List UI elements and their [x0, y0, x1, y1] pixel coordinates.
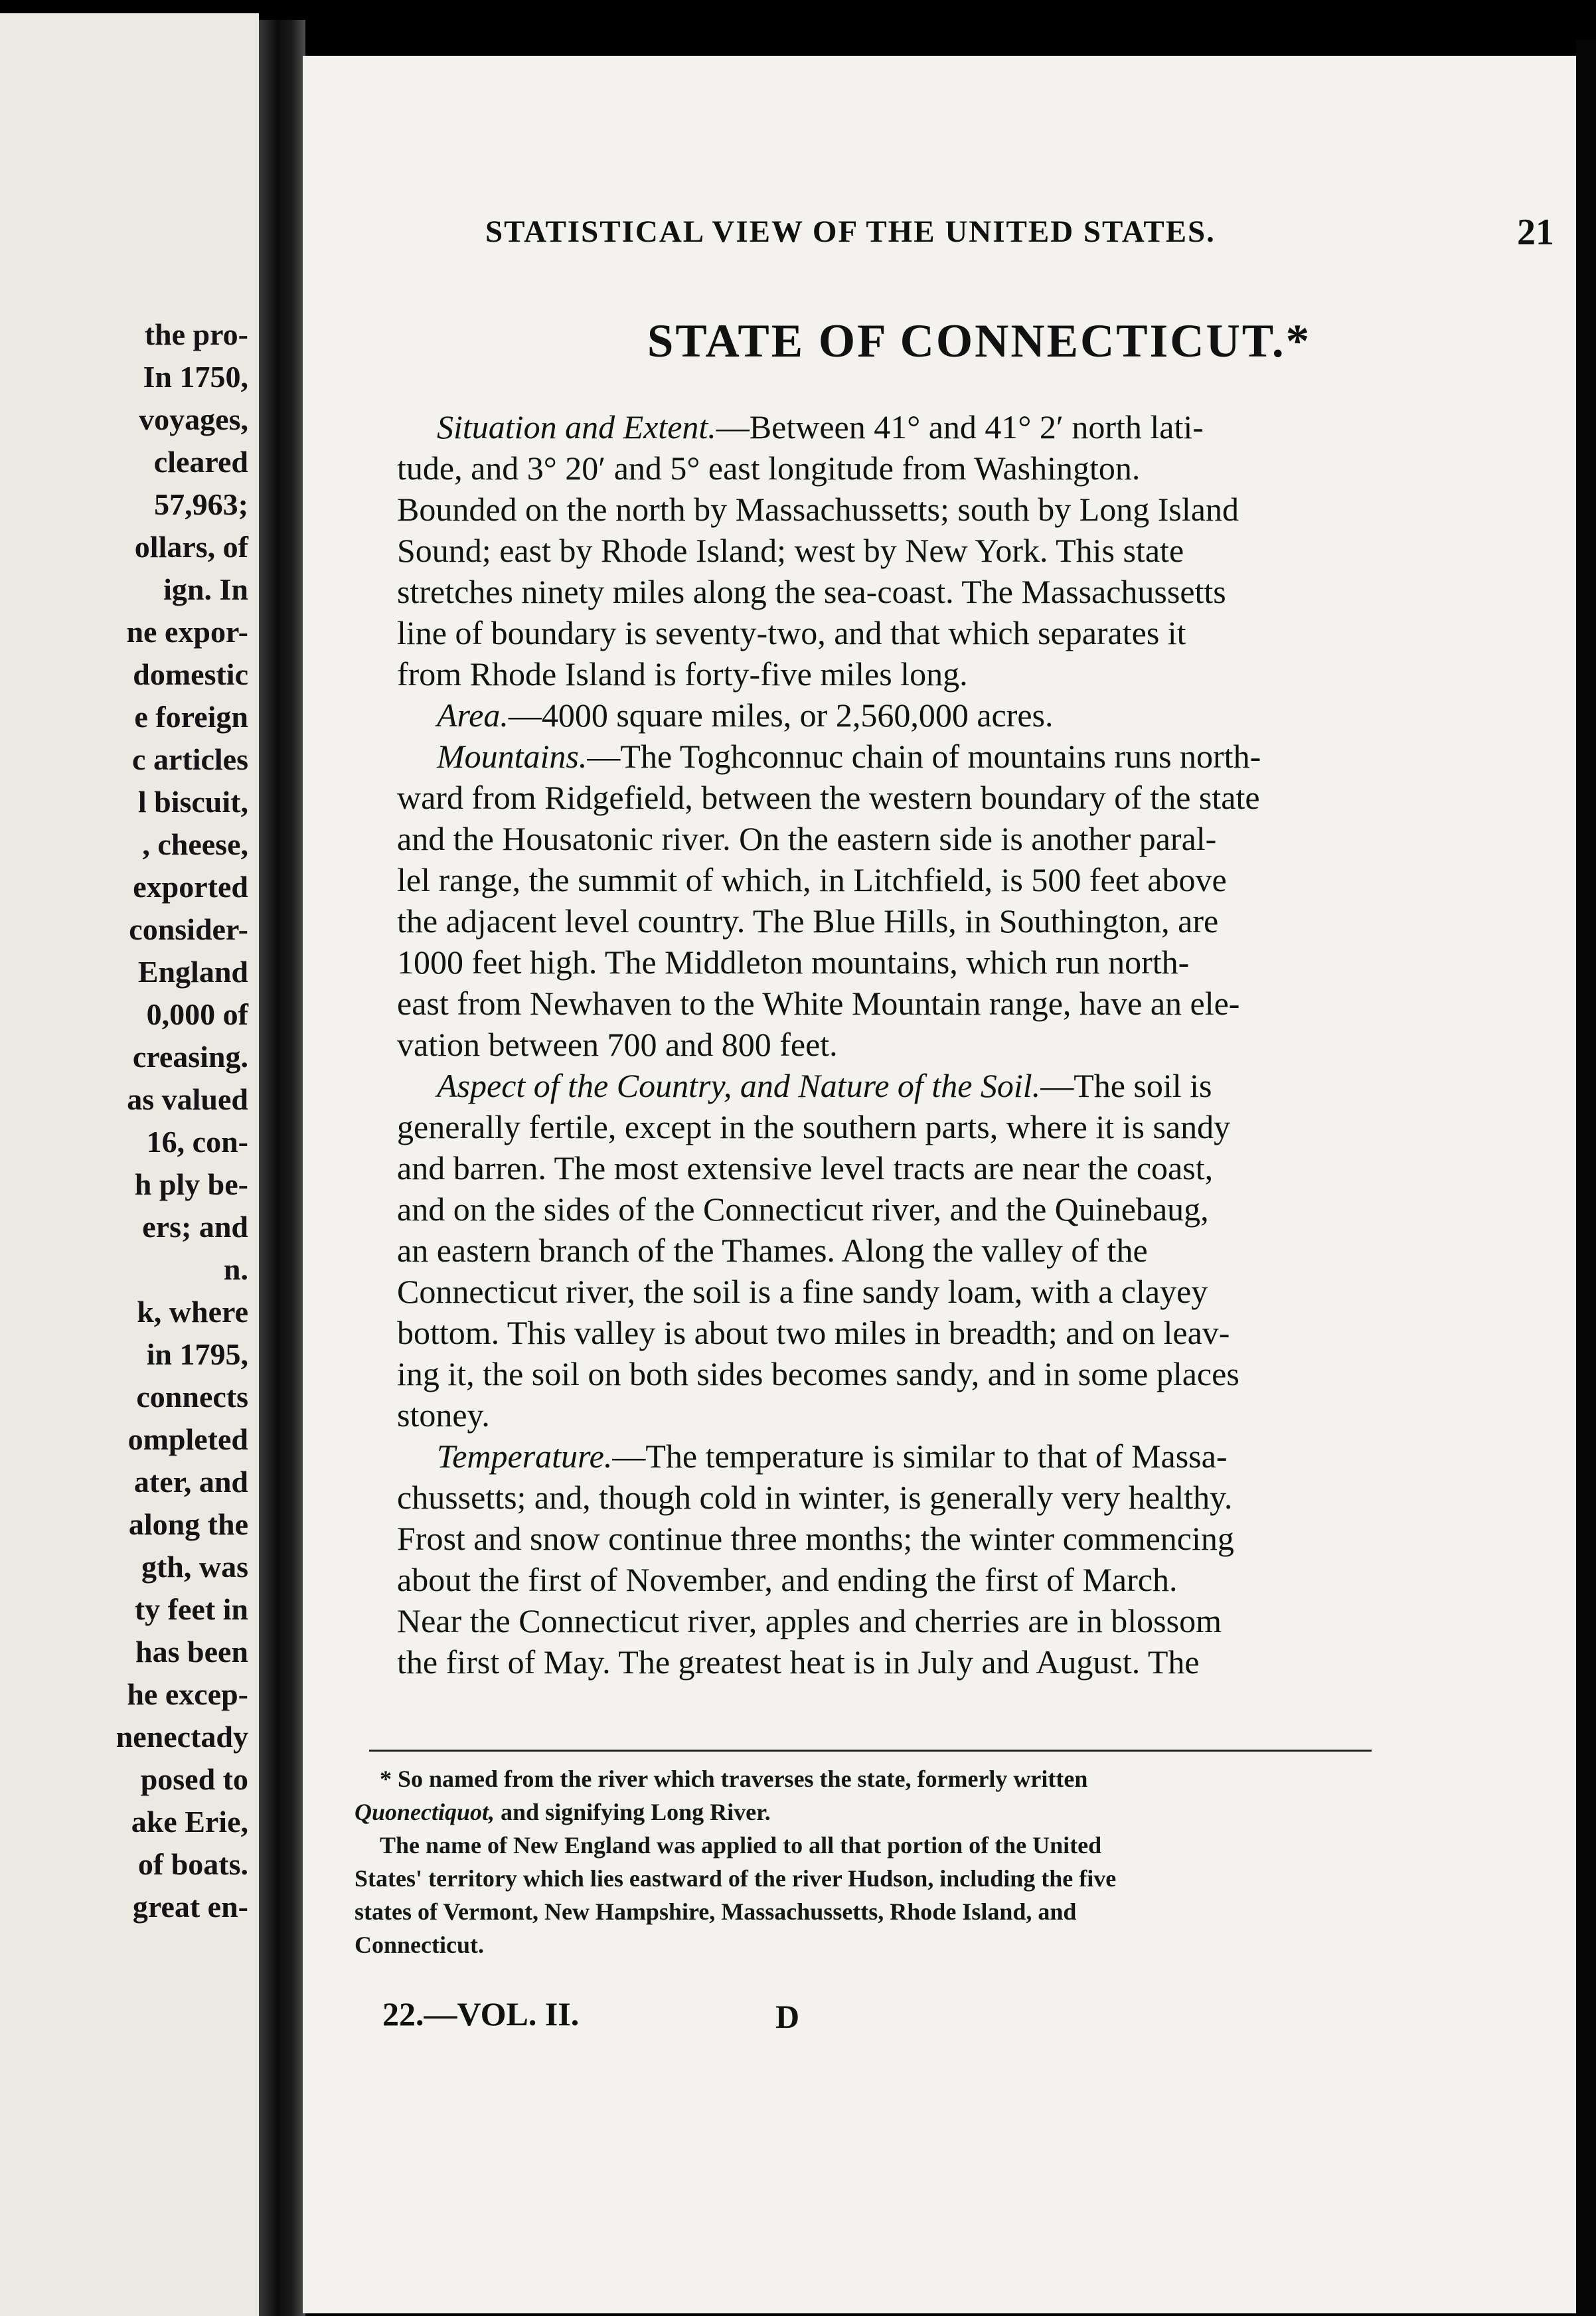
line-text: —The soil is — [1040, 1067, 1212, 1104]
footnote-line — [355, 1862, 1390, 1895]
body-line — [397, 448, 1576, 489]
left-page-line: connects — [136, 1380, 248, 1414]
italic-heading: Area. — [437, 697, 509, 734]
left-page-line: consider- — [129, 912, 248, 946]
body-line — [397, 1641, 1576, 1683]
body-line — [397, 489, 1576, 530]
line-text: Frost and snow continue three months; the winter commencing — [397, 1520, 1234, 1557]
line-text: tude, and 3° 20′ and 5° east longitude from Washington. — [397, 450, 1141, 487]
page-number: 21 — [1517, 212, 1554, 253]
line-text: Near the Connecticut river, apples and cherries are in blossom — [397, 1602, 1222, 1639]
line-text: chussetts; and, though cold in winter, is generally very healthy. — [397, 1479, 1233, 1516]
line-text: 1000 feet high. The Middleton mountains, which run north- — [397, 944, 1190, 981]
line-text: states of Vermont, New Hampshire, Massachussetts, Rhode Island, and — [355, 1898, 1077, 1925]
body-line — [397, 571, 1576, 612]
body-line — [397, 900, 1576, 942]
body-line — [397, 1600, 1576, 1641]
body-line — [397, 695, 1576, 736]
line-text: ward from Ridgefield, between the western boundary of the state — [397, 779, 1260, 816]
left-page-line: ollars, of — [134, 530, 248, 564]
running-head-title: STATISTICAL VIEW OF THE UNITED STATES. — [485, 214, 1216, 249]
left-page-line: cleared — [153, 445, 248, 479]
left-page-line: ne expor- — [126, 615, 248, 649]
line-text: the adjacent level country. The Blue Hills, in Southington, are — [397, 902, 1219, 940]
left-page-line: England — [137, 955, 248, 989]
line-text: Sound; east by Rhode Island; west by New York. This state — [397, 532, 1184, 569]
left-page-line: he excep- — [127, 1677, 248, 1711]
body-line — [397, 859, 1576, 900]
gathering-letter: D — [775, 1998, 800, 2035]
body-line — [397, 612, 1576, 653]
left-page-line: of boats. — [137, 1847, 248, 1881]
body-line — [397, 530, 1576, 571]
left-page-line: ompleted — [127, 1422, 248, 1456]
body-line — [397, 1353, 1576, 1394]
line-text: and barren. The most extensive level tracts are near the coast, — [397, 1149, 1214, 1187]
left-page-text — [0, 313, 254, 1928]
line-text: the first of May. The greatest heat is in July and August. The — [397, 1643, 1200, 1681]
line-text: and signifying Long River. — [495, 1799, 771, 1825]
left-page-line: 16, con- — [146, 1125, 248, 1159]
left-page-line: ater, and — [133, 1465, 248, 1499]
line-text: Bounded on the north by Massachussetts; south by Long Island — [397, 491, 1239, 528]
body-line — [397, 1230, 1576, 1271]
book-gutter — [259, 20, 305, 2316]
left-page-line: creasing. — [132, 1040, 248, 1074]
line-text: and on the sides of the Connecticut river, and the Quinebaug, — [397, 1191, 1209, 1228]
left-page-line: along the — [128, 1507, 248, 1541]
left-page-line: 57,963; — [154, 487, 248, 521]
italic-heading: Quonectiquot, — [355, 1799, 495, 1825]
body-line — [397, 1271, 1576, 1312]
line-text: States' territory which lies eastward of the river Hudson, including the five — [355, 1865, 1117, 1892]
left-page-line: as valued — [127, 1082, 248, 1116]
body-line — [397, 818, 1576, 859]
line-text: —4000 square miles, or 2,560,000 acres. — [508, 697, 1054, 734]
left-page-line: In 1750, — [143, 360, 248, 394]
italic-heading: Situation and Extent. — [437, 408, 716, 446]
body-line — [397, 1024, 1576, 1065]
left-page-line: e foreign — [134, 700, 248, 734]
body-line — [397, 1106, 1576, 1147]
line-text: Connecticut. — [355, 1932, 484, 1958]
scan-edge — [1576, 40, 1596, 2316]
line-text: bottom. This valley is about two miles in breadth; and on leav- — [397, 1314, 1230, 1351]
footnote-divider — [369, 1750, 1372, 1752]
body-line — [397, 1559, 1576, 1600]
footnote-line — [355, 1762, 1390, 1795]
line-text: line of boundary is seventy-two, and that which separates it — [397, 614, 1186, 651]
body-line — [397, 1518, 1576, 1559]
footnotes — [355, 1762, 1390, 1961]
line-text: from Rhode Island is forty-five miles long. — [397, 655, 968, 693]
body-line — [397, 1189, 1576, 1230]
line-text: about the first of November, and ending the first of March. — [397, 1561, 1178, 1598]
line-text: stoney. — [397, 1396, 490, 1434]
chapter-title: STATE OF CONNECTICUT.* — [647, 315, 1312, 367]
left-page-line: , cheese, — [142, 827, 248, 861]
body-line — [397, 1065, 1576, 1106]
left-page-line: h ply be- — [134, 1167, 248, 1201]
body-line — [397, 1147, 1576, 1189]
signature-line — [382, 1995, 1245, 2048]
left-page-fragment — [0, 13, 259, 2316]
italic-heading: Mountains. — [437, 738, 588, 775]
line-text: Connecticut river, the soil is a fine sandy loam, with a clayey — [397, 1273, 1208, 1310]
line-text: —Between 41° and 41° 2′ north lati- — [716, 408, 1204, 446]
running-head — [485, 214, 1554, 260]
line-text: * So named from the river which traverses the state, formerly written — [380, 1766, 1088, 1792]
line-text: east from Newhaven to the White Mountain range, have an ele- — [397, 985, 1240, 1022]
left-page-line: ake Erie, — [131, 1805, 248, 1839]
left-page-line: voyages, — [139, 402, 248, 436]
left-page-line: 0,000 of — [146, 997, 248, 1031]
left-page-line: has been — [135, 1635, 248, 1669]
footnote-line — [355, 1928, 1390, 1961]
left-page-line: l biscuit, — [137, 785, 248, 819]
left-page-line: k, where — [137, 1295, 248, 1329]
body-line — [397, 1436, 1576, 1477]
left-page-line: c articles — [132, 742, 248, 776]
line-text: The name of New England was applied to all that portion of the United — [380, 1832, 1102, 1859]
line-text: stretches ninety miles along the sea-coast. The Massachussetts — [397, 573, 1226, 610]
line-text: —The Toghconnuc chain of mountains runs north- — [587, 738, 1261, 775]
body-line — [397, 653, 1576, 695]
left-page-line: the pro- — [144, 317, 248, 351]
body-text — [397, 406, 1576, 1683]
left-page-line: great en- — [132, 1890, 248, 1924]
body-line — [397, 1312, 1576, 1353]
left-page-line: ty feet in — [134, 1592, 248, 1626]
body-line — [397, 983, 1576, 1024]
footnote-line — [355, 1829, 1390, 1862]
line-text: an eastern branch of the Thames. Along the valley of the — [397, 1232, 1148, 1269]
right-page — [303, 56, 1576, 2313]
left-page-line: gth, was — [141, 1550, 248, 1584]
left-page-line: exported — [133, 870, 248, 904]
body-line — [397, 406, 1576, 448]
signature-mark: 22.—VOL. II. — [382, 1995, 580, 2032]
left-page-line: nenectady — [116, 1720, 248, 1754]
body-line — [397, 736, 1576, 777]
left-page-line: n. — [223, 1252, 248, 1286]
body-line — [397, 777, 1576, 818]
line-text: ing it, the soil on both sides becomes sandy, and in some places — [397, 1355, 1239, 1392]
line-text: and the Housatonic river. On the eastern side is another paral- — [397, 820, 1217, 857]
left-page-line: ign. In — [163, 572, 248, 606]
italic-heading: Temperature. — [437, 1438, 613, 1475]
left-page-line: posed to — [140, 1762, 248, 1796]
body-line — [397, 942, 1576, 983]
line-text: lel range, the summit of which, in Litchfield, is 500 feet above — [397, 861, 1227, 898]
left-page-line: ers; and — [142, 1210, 248, 1244]
line-text: generally fertile, except in the southern parts, where it is sandy — [397, 1108, 1231, 1145]
line-text: —The temperature is similar to that of Massa- — [612, 1438, 1228, 1475]
body-line — [397, 1477, 1576, 1518]
left-page-line: domestic — [133, 657, 248, 691]
footnote-line — [355, 1795, 1390, 1829]
body-line — [397, 1394, 1576, 1436]
footnote-line — [355, 1895, 1390, 1928]
left-page-line: in 1795, — [146, 1337, 248, 1371]
italic-heading: Aspect of the Country, and Nature of the Soil. — [437, 1067, 1041, 1104]
line-text: vation between 700 and 800 feet. — [397, 1026, 838, 1063]
